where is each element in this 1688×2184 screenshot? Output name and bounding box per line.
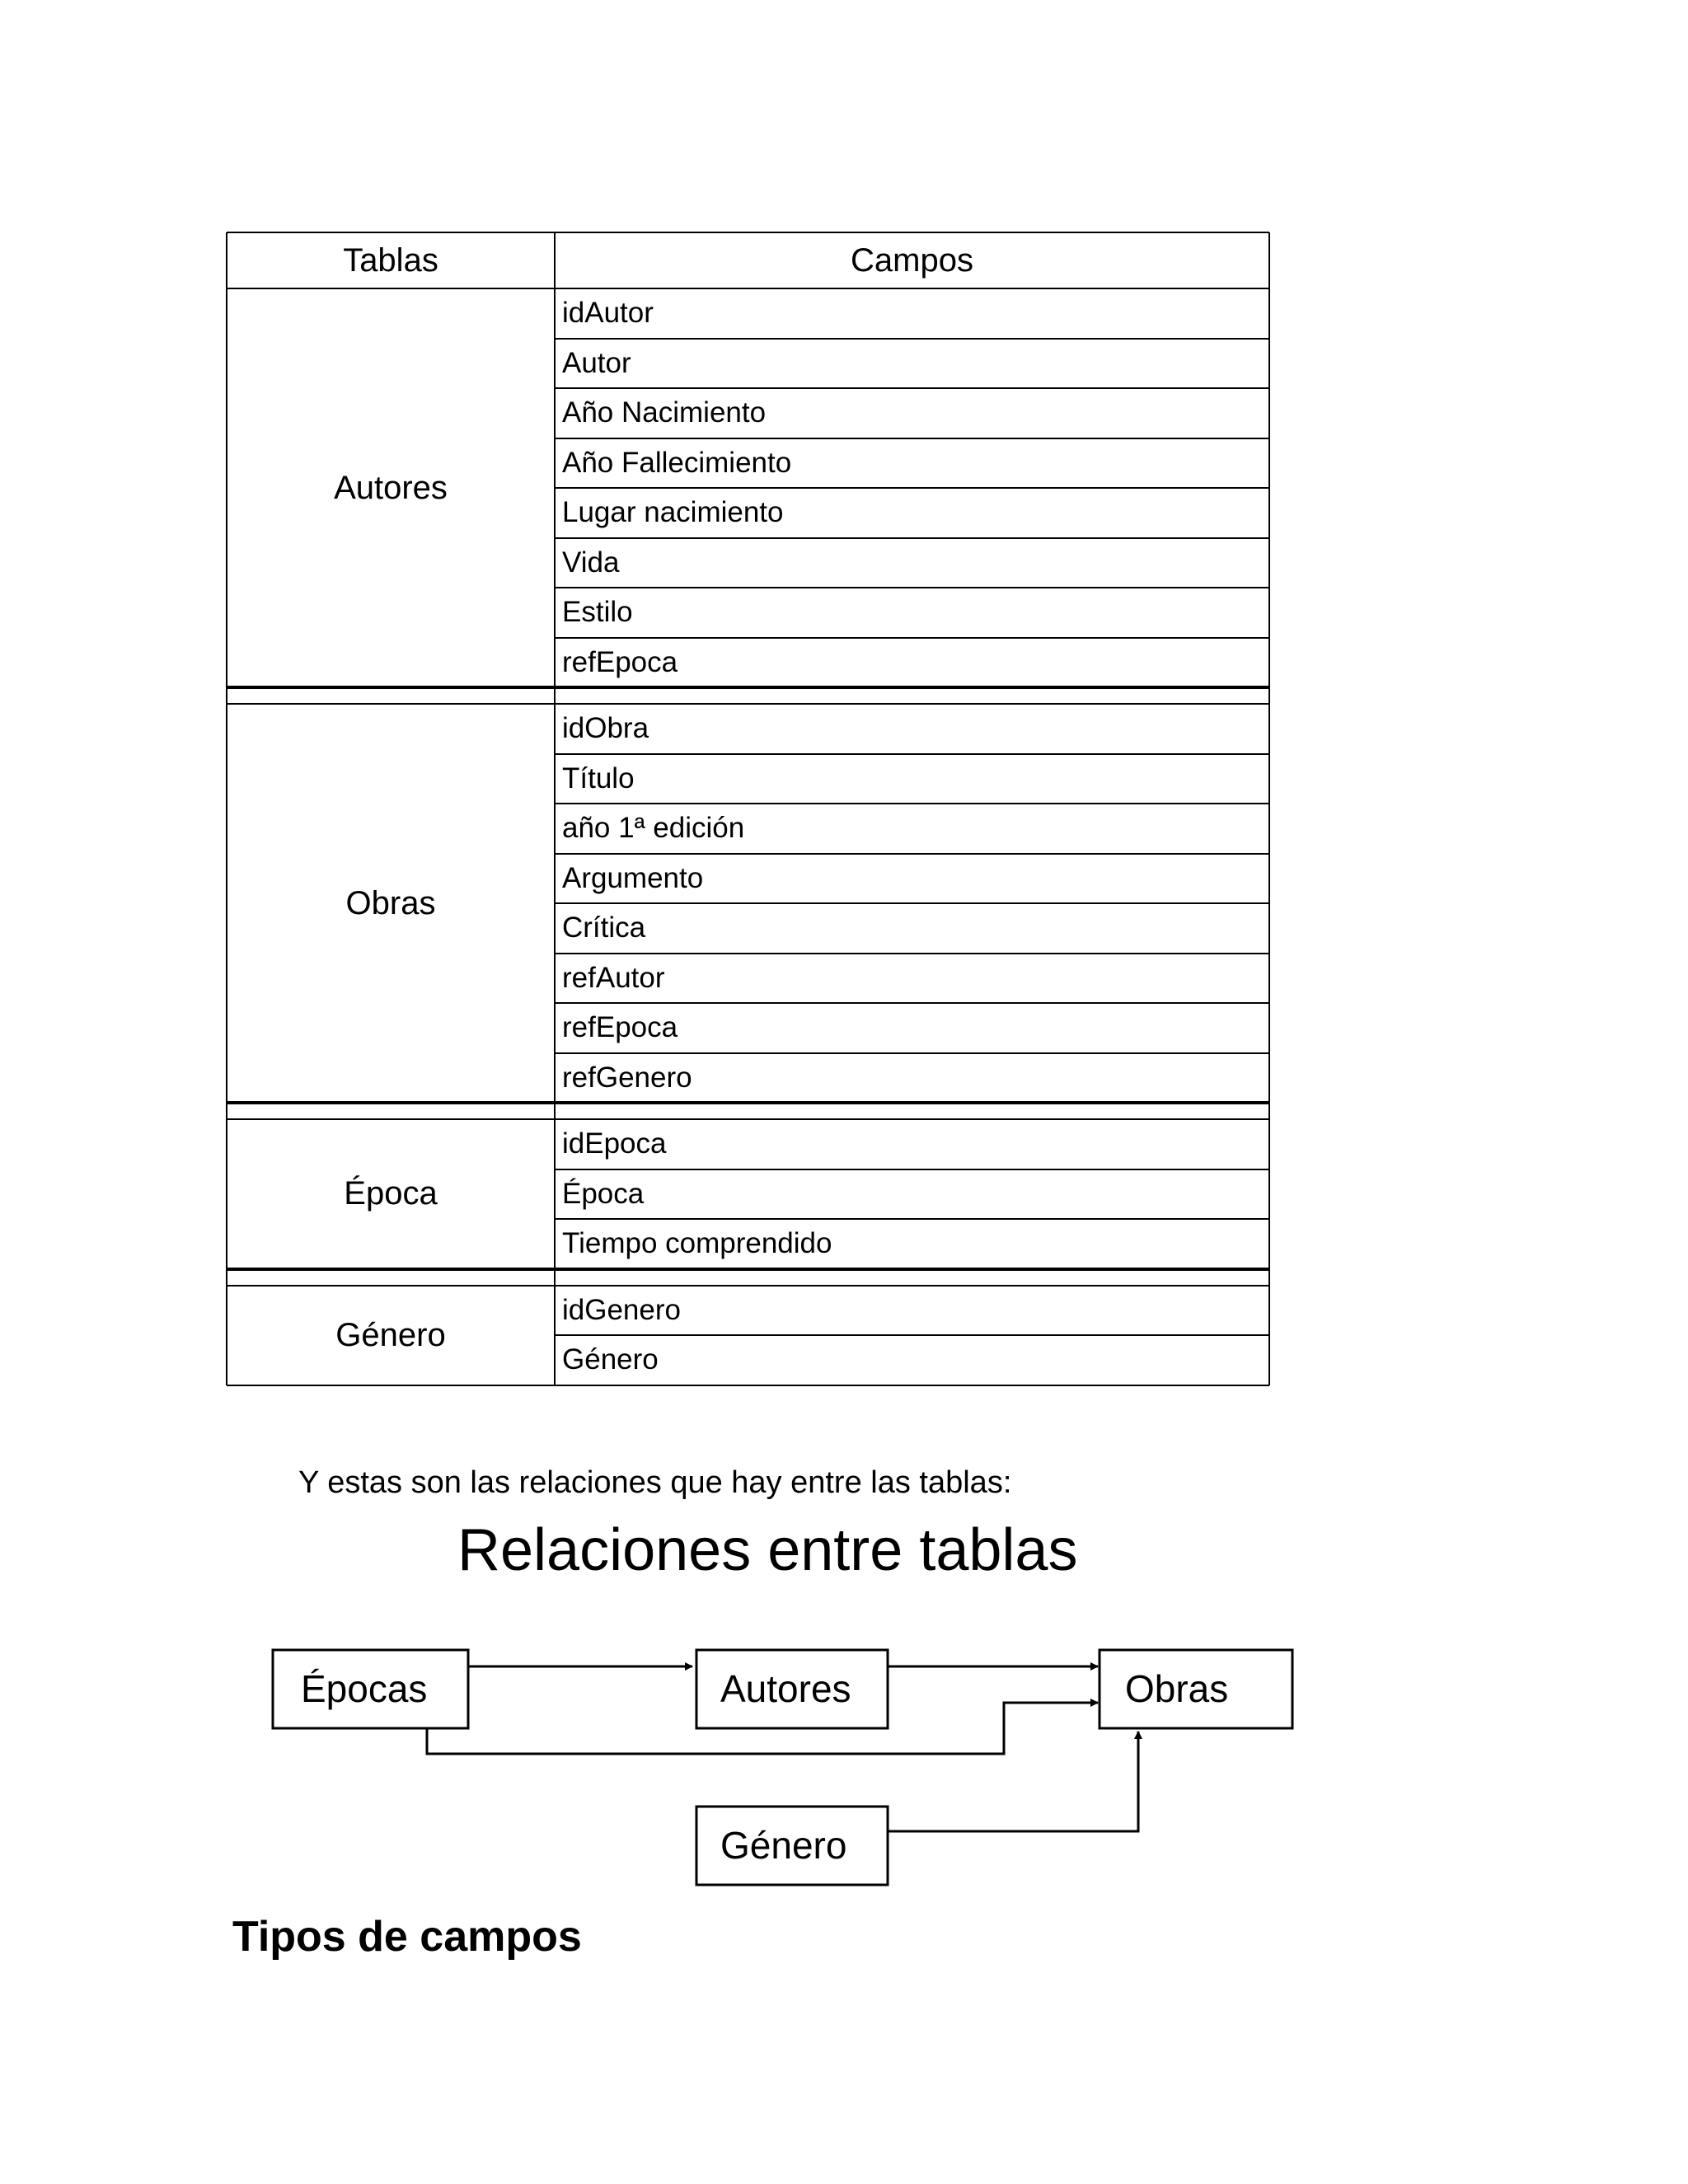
- box-genero-label: Género: [720, 1824, 847, 1867]
- intro-text: Y estas son las relaciones que hay entre las tablas:: [298, 1465, 1012, 1500]
- table-name: Autores: [334, 469, 448, 506]
- field-cell: idAutor: [562, 297, 654, 330]
- box-autores: [696, 1650, 888, 1728]
- field-cell: Estilo: [562, 596, 633, 629]
- field-cell: Género: [562, 1343, 659, 1376]
- field-cell: Época: [562, 1177, 645, 1210]
- field-cell: idEpoca: [562, 1127, 667, 1160]
- field-cell: refEpoca: [562, 645, 678, 678]
- field-cell: Título: [562, 762, 635, 794]
- box-obras-label: Obras: [1125, 1667, 1229, 1710]
- box-epocas-label: Épocas: [301, 1667, 428, 1710]
- field-cell: Año Fallecimiento: [562, 446, 792, 479]
- field-cell: Vida: [562, 546, 620, 579]
- table-name: Época: [344, 1175, 438, 1212]
- connector-genero-obras: [888, 1732, 1138, 1831]
- field-cell: Crítica: [562, 912, 646, 944]
- field-cell: año 1ª edición: [562, 812, 745, 845]
- section-heading: Tipos de campos: [232, 1913, 582, 1961]
- diagram-title: Relaciones entre tablas: [457, 1517, 1078, 1583]
- field-cell: refAutor: [562, 961, 665, 994]
- field-cell: idGenero: [562, 1293, 681, 1326]
- header-tables: Tablas: [343, 241, 438, 279]
- field-cell: Argumento: [562, 861, 704, 894]
- field-cell: Año Nacimiento: [562, 396, 767, 429]
- table-name: Género: [335, 1316, 446, 1353]
- box-genero: [696, 1807, 888, 1885]
- box-obras: [1100, 1650, 1292, 1728]
- box-epocas: [273, 1650, 468, 1728]
- field-cell: refGenero: [562, 1061, 692, 1094]
- field-cell: idObra: [562, 712, 649, 745]
- field-cell: refEpoca: [562, 1011, 678, 1044]
- box-autores-label: Autores: [720, 1667, 851, 1710]
- header-fields: Campos: [851, 241, 973, 279]
- table-name: Obras: [345, 884, 436, 921]
- field-cell: Tiempo comprendido: [562, 1227, 832, 1260]
- field-cell: Lugar nacimiento: [562, 496, 784, 529]
- field-cell: Autor: [562, 346, 631, 379]
